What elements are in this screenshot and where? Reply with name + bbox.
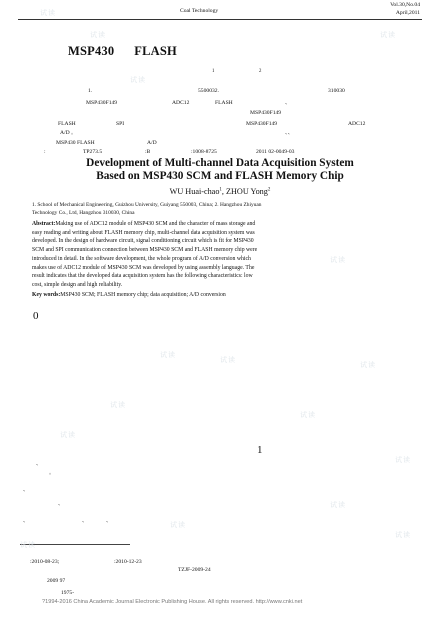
footnote-born: 1975- xyxy=(61,590,75,596)
punct-mark-5: 、 xyxy=(23,518,29,524)
watermark-stamp: 试读 xyxy=(170,521,186,529)
watermark-stamp: 试读 xyxy=(395,531,411,539)
watermark-stamp: 试读 xyxy=(110,401,126,409)
cn-abs-l3-b: SPI xyxy=(116,121,125,127)
watermark-stamp: 试读 xyxy=(160,351,176,359)
author-2: ZHOU Yong xyxy=(226,187,268,196)
watermark-stamp: 试读 xyxy=(395,456,411,464)
affiliation-english xyxy=(32,201,404,217)
watermark-stamp: 试读 xyxy=(40,9,56,17)
punct-mark-7: 、 xyxy=(106,518,112,524)
watermark-stamp: 试读 xyxy=(130,76,146,84)
abstract-line-8: cost, simple design and high reliability. xyxy=(32,281,123,288)
author-sup-2: 2 xyxy=(259,69,262,74)
affil-cn-zip2: 310030 xyxy=(328,88,345,94)
watermark-stamp: 试读 xyxy=(60,431,76,439)
journal-date: April,2011 xyxy=(395,10,420,16)
abstract-english xyxy=(32,220,404,290)
title-chinese: MSP430 FLASH xyxy=(68,44,177,58)
cn-abs-l2-c: MSP430F149 xyxy=(250,110,282,116)
cn-abs-l3-a: FLASH xyxy=(58,121,76,127)
cn-abs-l1-d: 、 xyxy=(285,100,291,106)
watermark-stamp: 试读 xyxy=(220,356,236,364)
author-1: WU Huai-chao xyxy=(169,187,220,196)
cn-class-clc: TP273.5 xyxy=(83,149,103,155)
cn-class-year: 2011 02-0049-03 xyxy=(256,149,295,155)
section-1-heading: 1 xyxy=(257,444,263,456)
keywords-english xyxy=(32,291,404,300)
affil-cn-zip: 5500032. xyxy=(198,88,219,94)
abstract-line-3: developed. In the design of hardware circuit, signal conditioning circuit which is fit for MSP430 xyxy=(32,238,254,245)
affiliation-line-2: Technology Co., Ltd, Hangzhou 310030, China xyxy=(32,210,135,216)
cn-keywords-a: MSP430 FLASH xyxy=(56,140,95,146)
keywords-label: Key words: xyxy=(32,292,61,298)
watermark-stamp: 试读 xyxy=(360,361,376,369)
abstract-line-5: introduced in detail. In the software development, the whole program of A/D conversion which xyxy=(32,255,251,262)
watermark-stamp: 试读 xyxy=(380,31,396,39)
punct-mark-4: 、 xyxy=(58,501,64,507)
punct-mark-2: 。 xyxy=(49,470,55,476)
cn-class-colon: : xyxy=(44,149,46,155)
cn-abs-l1-c: FLASH xyxy=(215,100,233,106)
punct-mark-1: 、 xyxy=(36,461,42,467)
watermark-stamp: 试读 xyxy=(330,256,346,264)
abstract-line-2: easy reading and writing about FLASH memory chip, multi-channel data acquisition system was xyxy=(32,229,255,236)
keywords-text: MSP430 SCM; FLASH memory chip; data acquisition; A/D conversion xyxy=(60,292,226,298)
abstract-label: Abstract: xyxy=(32,221,56,227)
header-rule xyxy=(18,19,422,20)
copyright-notice xyxy=(42,599,302,605)
cn-class-article: :1008-8725 xyxy=(191,149,217,155)
author-separator: , xyxy=(221,187,227,196)
footnote-received: :2010-08-23; xyxy=(30,559,60,565)
cn-abs-l1-b: ADC12 xyxy=(172,100,190,106)
journal-volume: Vol.30,No.04 xyxy=(390,2,420,8)
author-1-sup: 1 xyxy=(219,187,222,193)
cn-abs-l3-d: ADC12 xyxy=(348,121,366,127)
watermark-stamp: 试读 xyxy=(90,31,106,39)
footnote-year: 2009 97 xyxy=(47,578,66,584)
punct-mark-6: 、 xyxy=(82,518,88,524)
journal-name: Coal Technology xyxy=(180,8,219,14)
affiliation-line-1: 1. School of Mechanical Engineering, Guizhou University, Guiyang 550003, China; 2. Hangzhou Zhiyuan xyxy=(32,202,262,208)
author-sup-1: 1 xyxy=(212,69,215,74)
cn-abs-l4-a: A/D 。 xyxy=(60,130,77,136)
cn-keywords-b: A/D xyxy=(147,140,157,146)
cn-abs-l3-c: MSP430F149 xyxy=(246,121,278,127)
cn-class-doc: :B xyxy=(145,149,151,155)
abstract-line-1: Making use of ADC12 module of MSP430 SCM and the character of mass storage and xyxy=(55,221,256,227)
abstract-line-6: makes use of ADC12 module of MSP430 SCM was developed by using assembly language. The xyxy=(32,264,255,271)
watermark-stamp: 试读 xyxy=(330,501,346,509)
author-2-sup: 2 xyxy=(267,187,271,193)
footnote-rule xyxy=(20,544,130,545)
cn-abs-l4-c: 、、 xyxy=(285,130,294,136)
footnote-fund: TZJF-2009-24 xyxy=(178,567,211,573)
cn-abs-l1-a: MSP430F149 xyxy=(86,100,118,106)
watermark-stamp: 试读 xyxy=(300,411,316,419)
authors-english xyxy=(0,187,440,196)
title-english xyxy=(30,157,410,184)
abstract-line-7: result indicates that the developed data acquisition system has the following characteristics: low xyxy=(32,273,253,280)
footnote-revised: :2010-12-23 xyxy=(114,559,142,565)
punct-mark-3: 、 xyxy=(23,487,29,493)
watermark-stamp: 试读 xyxy=(20,541,36,549)
abstract-line-4: SCM and SPI communication connection between MSP430 SCM and FLASH memory chip were xyxy=(32,247,258,254)
section-0-heading: 0 xyxy=(33,310,39,322)
title-english-line-2: Based on MSP430 SCM and FLASH Memory Chip xyxy=(96,170,344,183)
copyright-text: ?1994-2016 China Academic Journal Electronic Publishing House. All rights reserved. xyxy=(42,599,255,605)
copyright-url: http://www.cnki.net xyxy=(255,599,303,605)
affil-cn-num: 1. xyxy=(88,88,93,94)
title-english-line-1: Development of Multi-channel Data Acquisition System xyxy=(86,157,354,169)
